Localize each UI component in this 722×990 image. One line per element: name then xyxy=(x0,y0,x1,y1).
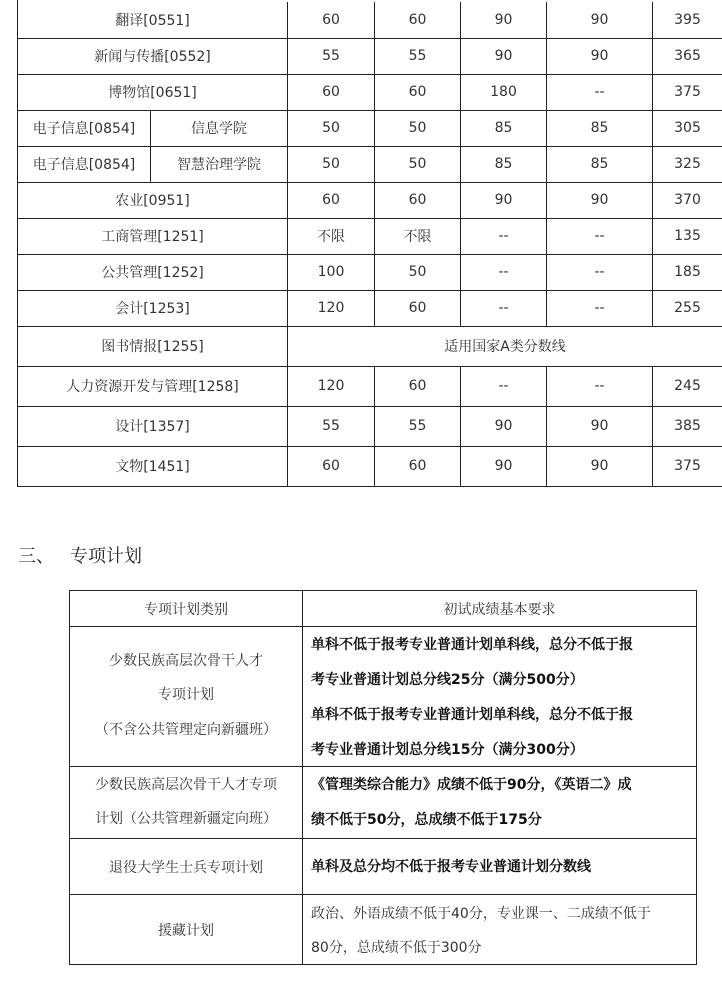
row-total: 255 xyxy=(674,300,701,316)
row-name: 翻译[0551] xyxy=(115,13,190,29)
row-total: 385 xyxy=(674,418,701,434)
row1-req-line1: 单科不低于报考专业普通计划单科线，总分不低于报 xyxy=(311,637,633,653)
row-score: 60 xyxy=(408,458,427,474)
row-name: 电子信息[0854] xyxy=(32,157,136,173)
row-total: 370 xyxy=(674,192,701,208)
row-name: 人力资源开发与管理[1258] xyxy=(66,379,239,395)
row1-req-line2: 考专业普通计划总分线25分（满分500分） xyxy=(311,672,584,688)
row-subname: 信息学院 xyxy=(191,121,247,137)
row-name: 农业[0951] xyxy=(115,193,190,209)
row2-req-line1: 《管理类综合能力》成绩不低于90分，《英语二》成 xyxy=(311,777,632,793)
row-score: 50 xyxy=(408,156,427,172)
row-total: 375 xyxy=(674,458,701,474)
row-score: 60 xyxy=(322,12,340,28)
row-score: 60 xyxy=(408,84,427,100)
row-name: 工商管理[1251] xyxy=(101,229,204,245)
row-score: -- xyxy=(498,228,509,244)
row-score: 55 xyxy=(322,48,340,64)
row-name: 图书情报[1255] xyxy=(101,339,204,355)
row-name: 文物[1451] xyxy=(115,459,190,475)
row-name: 公共管理[1252] xyxy=(101,265,204,281)
row-name: 博物馆[0651] xyxy=(108,85,197,101)
row-score: 60 xyxy=(408,300,427,316)
row-score: 60 xyxy=(322,192,340,208)
row2-category-line1: 少数民族高层次骨干人才专项 xyxy=(95,777,277,793)
row-score: -- xyxy=(498,264,509,280)
row1-req-line3: 单科不低于报考专业普通计划单科线，总分不低于报 xyxy=(311,707,633,723)
row2-category-line2: 计划（公共管理新疆定向班） xyxy=(95,811,277,827)
row-merged-note: 适用国家A类分数线 xyxy=(444,339,566,355)
row-score: -- xyxy=(594,84,605,100)
row1-category-line2: 专项计划 xyxy=(158,687,214,703)
row-name: 会计[1253] xyxy=(115,301,190,317)
row-score: 60 xyxy=(408,192,427,208)
row-score: -- xyxy=(498,300,509,316)
row-score: 120 xyxy=(317,300,345,316)
row-score: 90 xyxy=(494,192,513,208)
row-total: 185 xyxy=(674,264,701,280)
row-score: 90 xyxy=(494,458,513,474)
row-total: 245 xyxy=(674,378,701,394)
row-score: 100 xyxy=(317,264,345,280)
row-score: 50 xyxy=(322,156,340,172)
row-score: 90 xyxy=(590,418,609,434)
row-score: 55 xyxy=(408,48,427,64)
row-total: 305 xyxy=(674,120,701,136)
row-score: -- xyxy=(594,300,605,316)
row1-req-line4: 考专业普通计划总分线15分（满分300分） xyxy=(311,742,584,758)
header-requirements: 初试成绩基本要求 xyxy=(443,601,556,618)
row-score: 60 xyxy=(408,378,427,394)
row-score: 60 xyxy=(408,12,427,28)
section-title: 专项计划 xyxy=(70,546,142,567)
header-category: 专项计划类别 xyxy=(144,601,228,618)
row-score: 90 xyxy=(590,12,609,28)
row-total: 375 xyxy=(674,84,701,100)
row-name: 设计[1357] xyxy=(115,419,190,435)
row4-req-line2: 80分，总成绩不低于300分 xyxy=(311,940,482,956)
row-score: 90 xyxy=(590,458,609,474)
row-name: 新闻与传播[0552] xyxy=(94,49,211,65)
row-score: -- xyxy=(594,378,605,394)
row-total: 135 xyxy=(674,228,701,244)
row-score: 90 xyxy=(494,12,513,28)
row-score: 90 xyxy=(590,192,609,208)
row-score: 85 xyxy=(590,120,609,136)
row-subname: 智慧治理学院 xyxy=(177,157,261,173)
row3-category: 退役大学生士兵专项计划 xyxy=(109,859,263,876)
row-score: 50 xyxy=(408,120,427,136)
row4-category: 援藏计划 xyxy=(158,922,214,939)
row-score: -- xyxy=(498,378,509,394)
row-total: 325 xyxy=(674,156,701,172)
row-score: 180 xyxy=(490,84,517,100)
row-name: 电子信息[0854] xyxy=(32,121,136,137)
row-score: -- xyxy=(594,228,605,244)
row-score: 60 xyxy=(322,84,340,100)
row-score: -- xyxy=(594,264,605,280)
row1-category-line1: 少数民族高层次骨干人才 xyxy=(109,653,263,669)
row-score: 50 xyxy=(408,264,427,280)
row-score: 90 xyxy=(494,48,513,64)
row3-req: 单科及总分均不低于报考专业普通计划分数线 xyxy=(311,859,591,875)
row-score: 50 xyxy=(322,120,340,136)
row-score: 90 xyxy=(494,418,513,434)
row-score: 不限 xyxy=(317,229,345,245)
row-score: 120 xyxy=(317,378,345,394)
row1-category-line3: （不含公共管理定向新疆班） xyxy=(95,722,277,738)
row-score: 85 xyxy=(494,120,513,136)
row-score: 90 xyxy=(590,48,609,64)
row-score: 不限 xyxy=(403,229,432,245)
row-score: 55 xyxy=(408,418,427,434)
row-score: 60 xyxy=(322,458,340,474)
row-total: 395 xyxy=(674,12,701,28)
row2-req-line2: 绩不低于50分，总成绩不低于175分 xyxy=(311,812,542,828)
row-score: 85 xyxy=(494,156,513,172)
row-score: 85 xyxy=(590,156,609,172)
row-total: 365 xyxy=(674,48,701,64)
section-number: 三、 xyxy=(18,546,54,567)
row4-req-line1: 政治、外语成绩不低于40分，专业课一、二成绩不低于 xyxy=(311,906,651,922)
row-score: 55 xyxy=(322,418,340,434)
